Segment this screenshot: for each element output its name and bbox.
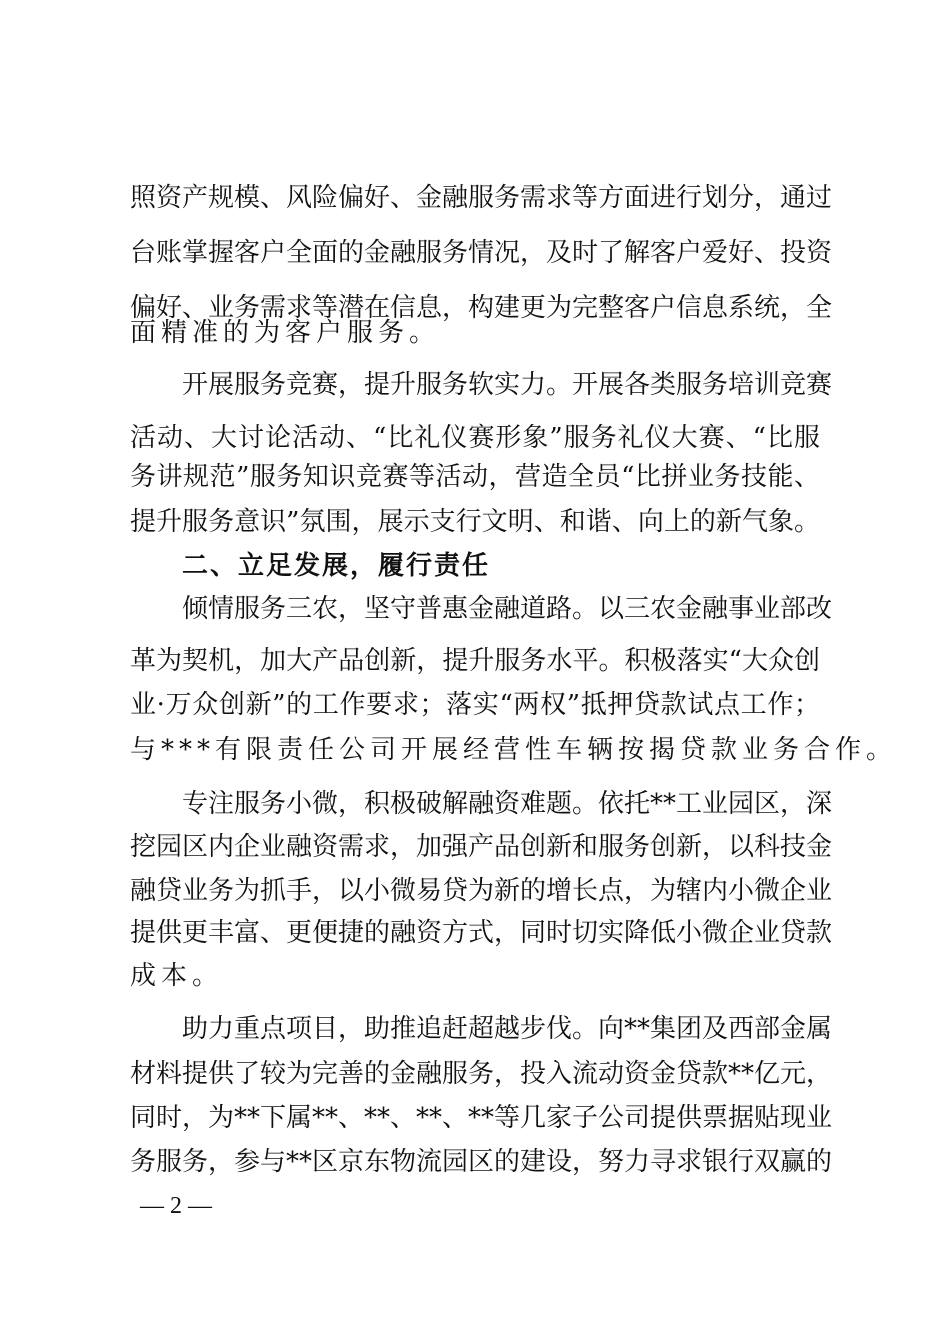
paragraph-4-line-1: 专注服务小微，积极破解融资难题。依托**工业园区，深 (182, 789, 833, 819)
paragraph-3-line-3: 业·万众创新”的工作要求；落实“两权”抵押贷款试点工作； (130, 690, 820, 720)
paragraph-5-line-1: 助力重点项目，助推追赶超越步伐。向**集团及西部金属 (182, 1014, 833, 1044)
paragraph-5-line-2: 材料提供了较为完善的金融服务，投入流动资金贷款**亿元， (130, 1059, 833, 1089)
page-number: — 2 — (140, 1193, 212, 1219)
section-heading: 二、立足发展，履行责任 (182, 551, 491, 581)
paragraph-3-line-4: 与***有限责任公司开展经营性车辆按揭贷款业务合作。 (130, 735, 898, 765)
paragraph-3-line-2: 革为契机，加大产品创新，提升服务水平。积极落实“大众创 (130, 646, 820, 676)
paragraph-4-line-2: 挖园区内企业融资需求，加强产品创新和服务创新，以科技金 (130, 832, 833, 862)
paragraph-4-line-3: 融贷业务为抓手，以小微易贷为新的增长点，为辖内小微企业 (130, 876, 833, 906)
paragraph-2-line-2: 活动、大讨论活动、“比礼仪赛形象”服务礼仪大赛、“比服 (130, 423, 820, 453)
paragraph-1-line-4: 面精准的为客户服务。 (130, 318, 441, 348)
paragraph-2-line-1: 开展服务竞赛，提升服务软实力。开展各类服务培训竞赛 (182, 370, 833, 400)
paragraph-4-line-5: 成本。 (130, 961, 224, 991)
paragraph-3-line-1: 倾情服务三农，坚守普惠金融道路。以三农金融事业部改 (182, 594, 833, 624)
paragraph-2-line-4: 提升服务意识”氛围，展示支行文明、和谐、向上的新气象。 (130, 507, 820, 537)
paragraph-5-line-4: 务服务，参与**区京东物流园区的建设，努力寻求银行双赢的 (130, 1147, 833, 1177)
paragraph-1-line-1: 照资产规模、风险偏好、金融服务需求等方面进行划分，通过 (130, 183, 833, 213)
paragraph-1-line-2: 台账掌握客户全面的金融服务情况，及时了解客户爱好、投资 (130, 238, 833, 268)
paragraph-4-line-4: 提供更丰富、更便捷的融资方式，同时切实降低小微企业贷款 (130, 918, 833, 948)
paragraph-1-line-3: 偏好、业务需求等潜在信息，构建更为完整客户信息系统，全 (130, 293, 833, 323)
paragraph-2-line-3: 务讲规范”服务知识竞赛等活动，营造全员“比拼业务技能、 (130, 462, 820, 492)
paragraph-5-line-3: 同时，为**下属**、**、**、**等几家子公司提供票据贴现业 (130, 1103, 833, 1133)
